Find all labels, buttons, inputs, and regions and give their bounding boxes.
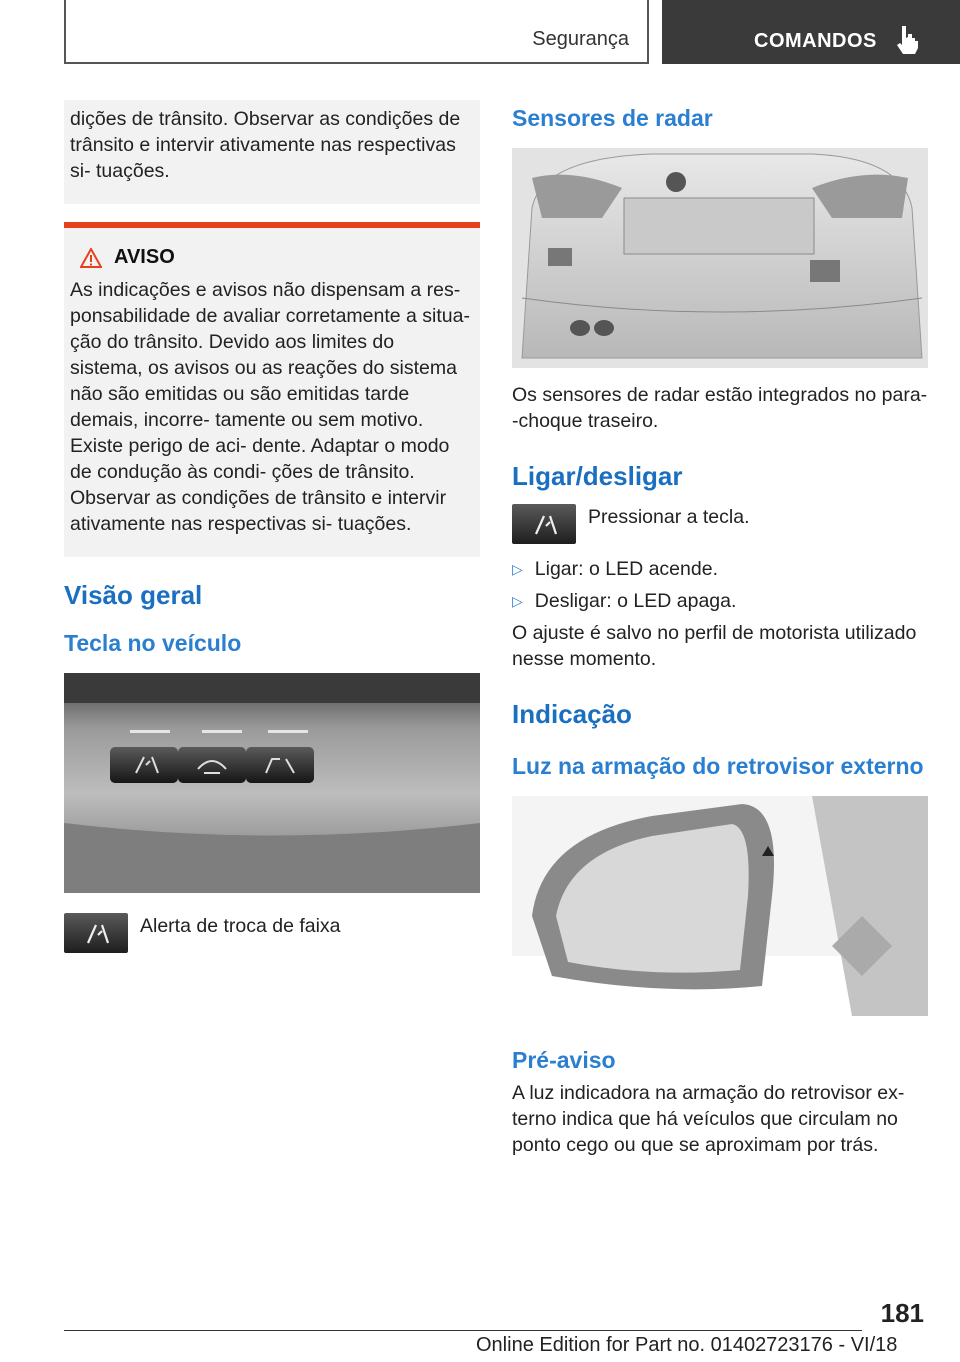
header-section-box	[64, 0, 649, 64]
list-item: ▷ Desligar: o LED apaga.	[512, 590, 737, 612]
list-item: ▷ Ligar: o LED acende.	[512, 558, 718, 580]
overview-heading: Visão geral	[64, 580, 203, 610]
continued-text: dições de trânsito. Observar as condições de trânsito e intervir ativamente nas respectivas si‐ tuações.	[70, 108, 461, 182]
left-column	[64, 100, 480, 953]
page-number: 181	[880, 1298, 924, 1328]
lane-change-caption: Alerta de troca de faixa	[140, 915, 341, 937]
right-column	[512, 100, 928, 1158]
triangle-bullet-icon: ▷	[512, 593, 523, 609]
onoff-list	[512, 556, 928, 614]
header-chapter-title: COMANDOS	[754, 30, 877, 52]
prewarn-heading: Pré-aviso	[512, 1047, 616, 1073]
radar-text: Os sensores de radar estão integrados no para‐ ‐choque traseiro.	[512, 384, 928, 432]
continued-text-box	[64, 100, 480, 204]
warning-body: As indicações e avisos não dispensam a res‐ ponsabilidade de avaliar corretamente a situa‐ ção do trânsito. Devido aos limites do sistema, os avisos ou as reações do sistema não são emitidas ou são emitidas tarde demais, incorre‐ tamente ou sem motivo. Existe perigo de aci‐ dente. Adaptar o modo de condução às condi‐ ções de trânsito. Observar as condições de trânsito e intervir ativamente nas respectivas si‐ tuações.	[70, 279, 470, 535]
triangle-bullet-icon: ▷	[512, 561, 523, 577]
warning-title: AVISO	[114, 246, 175, 268]
warning-title-row	[80, 246, 472, 269]
setting-text: O ajuste é salvo no perfil de motorista utilizado nesse momento.	[512, 622, 917, 670]
footer-divider	[64, 1330, 862, 1331]
warning-triangle-icon	[80, 248, 102, 268]
indication-heading: Indicação	[512, 699, 632, 729]
mirror-heading: Luz na armação do retrovisor externo	[512, 753, 924, 779]
car-rear-photo	[512, 148, 928, 368]
lane-change-button-icon	[64, 913, 128, 953]
onoff-heading: Ligar/desligar	[512, 461, 683, 491]
footer-edition: Online Edition for Part no. 01402723176 - VI/18	[476, 1334, 898, 1356]
prewarn-text: A luz indicadora na armação do retrovisor ex‐ terno indica que há veículos que circulam no ponto cego ou que se aproximam por trás.	[512, 1082, 905, 1156]
onoff-button-row	[512, 504, 928, 544]
radar-heading: Sensores de radar	[512, 105, 713, 131]
header-chapter-box	[662, 0, 960, 64]
button-panel-photo	[64, 673, 480, 893]
button-heading: Tecla no veículo	[64, 630, 242, 656]
lane-change-button-icon-2	[512, 504, 576, 544]
header-section-title: Segurança	[532, 28, 629, 50]
lane-change-button-row	[64, 913, 480, 953]
hand-pointer-icon	[894, 24, 920, 54]
mirror-photo	[512, 796, 928, 1016]
onoff-text: Pressionar a tecla.	[588, 506, 750, 528]
warning-box	[64, 222, 480, 557]
